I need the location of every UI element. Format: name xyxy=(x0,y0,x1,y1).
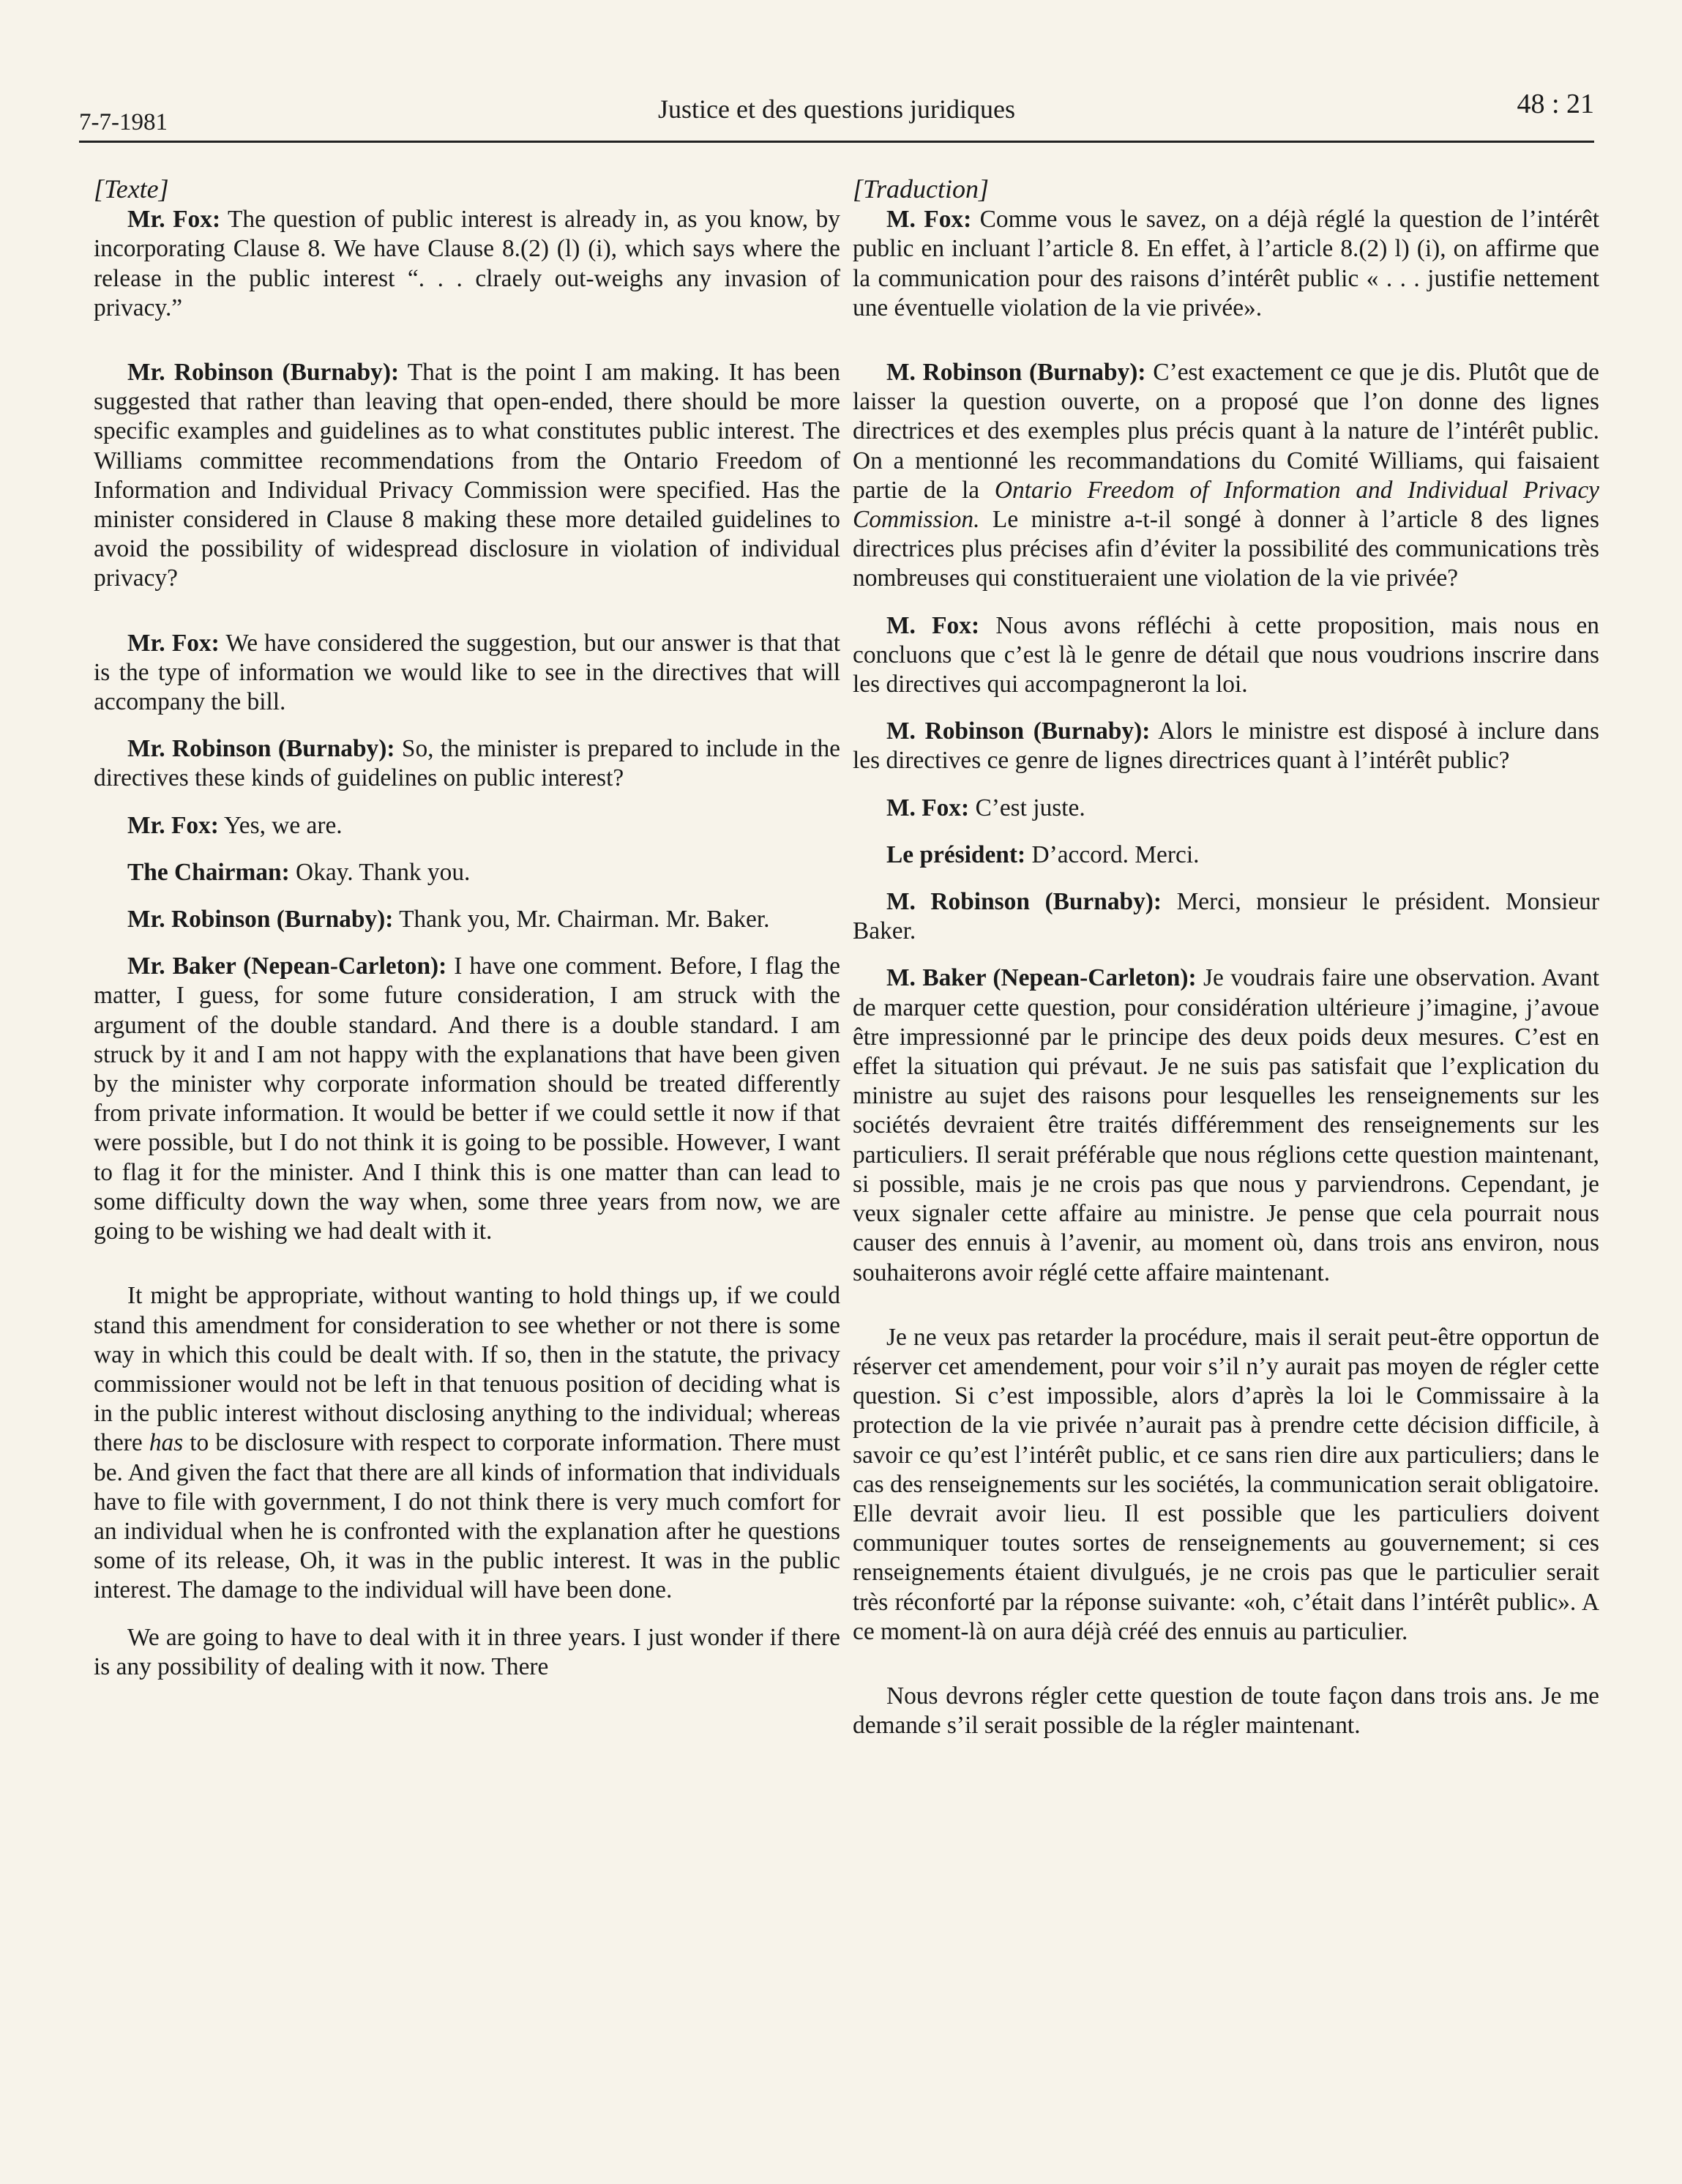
paragraph-robinson-3 xyxy=(94,905,840,934)
paragraph-text: The question of public interest is already in, as you know, by incorporating Clause 8. We have Clause 8.(2) (l) (i), which says where the release in the public interest “. . . clraely out-weighs any invasion of privacy.” xyxy=(94,206,840,321)
speaker-label: Mr. Baker (Nepean-Carleton): xyxy=(127,953,447,980)
paragraph-president xyxy=(853,841,1599,870)
paragraph-text: Alors le ministre est disposé à inclure dans les directives ce genre de lignes directrices quant à l’intérêt public? xyxy=(853,718,1599,775)
speaker-label: M. Baker (Nepean-Carleton): xyxy=(886,964,1197,992)
paragraph-text: So, the minister is prepared to include in the directives these kinds of guidelines on public interest? xyxy=(94,735,840,792)
paragraph-text: Je ne veux pas retarder la procédure, mais il serait peut-être opportun de réserver cet amendement, pour voir s’il n’y aurait pas moyen de régler cette question. Si c’est impossible, alors d’après la loi le Commissaire à la protection de la vie privée n’aurait pas à prendre cette décision difficile, à savoir ce qu’est l’intérêt public, et ce sans rien dire aux particuliers; dans le cas des renseignements sur les sociétés, la communication serait obligatoire. Elle devrait avoir lieu. Il est possible que les particuliers doivent communiquer toutes sortes de renseignements au gouvernement; si ces renseignements étaient divulgués, je ne crois pas que le particulier serait très réconforté par la réponse suivante: «oh, c’était dans l’intérêt public». A ce moment-là on aura déjà créé des ennuis au particulier. xyxy=(853,1323,1599,1645)
paragraph-text: That is the point I am making. It has been suggested that rather than leaving that open-ended, there should be more specific examples and guidelines as to what constitutes public interest. The Williams committee recommendations from the Ontario Freedom of Information and Individual Privacy Commission were specified. Has the minister considered in Clause 8 making these more detailed guidelines to avoid the possibility of widespread disclosure in violation of individual privacy? xyxy=(94,359,840,592)
speaker-label: Mr. Robinson (Burnaby): xyxy=(127,735,395,763)
paragraph-fox-1 xyxy=(853,205,1599,323)
speaker-label: Mr. Fox: xyxy=(127,206,221,234)
speaker-label: M. Fox: xyxy=(886,794,970,821)
header-date: 7-7-1981 xyxy=(79,109,168,135)
paragraph-text: It might be appropriate, without wanting to hold things up, if we could stand this amendment for consideration to see whether or not there is some way in which this could be dealt with. If so, then in the statute, the privacy commissioner would not be left in that tenuous position of deciding what is in the public interest without disclosing anything to the individual; whereas there xyxy=(94,1282,840,1457)
paragraph-text: Thank you, Mr. Chairman. Mr. Baker. xyxy=(393,906,770,933)
speaker-label: The Chairman: xyxy=(127,858,290,886)
paragraph-text: Yes, we are. xyxy=(218,811,343,839)
paragraph-text: Okay. Thank you. xyxy=(289,858,471,886)
paragraph-text: Nous devrons régler cette question de toute façon dans trois ans. Je me demande s’il serait possible de la régler maintenant. xyxy=(853,1682,1599,1740)
speaker-label: Mr. Fox: xyxy=(127,811,219,839)
speaker-label: Mr. Robinson (Burnaby): xyxy=(127,359,400,387)
speaker-label: M. Fox: xyxy=(886,206,972,234)
paragraph-baker-2 xyxy=(853,1323,1599,1647)
paragraph-fox-1 xyxy=(94,205,840,323)
paragraph-baker-1 xyxy=(94,952,840,1246)
paragraph-text: C’est exactement ce que je dis. Plutôt que de laisser la question ouverte, on a proposé que l’on donne des lignes directrices et des exemples plus précis quant à la nature de l’intérêt public. On a mentionné les recommandations du Comité Williams, qui faisaient partie de la xyxy=(853,359,1599,504)
speaker-label: M. Robinson (Burnaby): xyxy=(886,718,1151,745)
paragraph-text: Merci, monsieur le président. Monsieur Baker. xyxy=(853,888,1599,945)
column-tag-texte: [Texte] xyxy=(94,174,169,204)
paragraph-text: C’est juste. xyxy=(969,794,1085,821)
paragraph-robinson-3 xyxy=(853,887,1599,946)
paragraph-baker-3 xyxy=(94,1623,840,1682)
paragraph-robinson-1 xyxy=(853,358,1599,594)
paragraph-fox-2 xyxy=(853,611,1599,700)
paragraph-text: Le ministre a-t-il songé à donner à l’article 8 des lignes directrices plus précises afin d’éviter la possibilité des communications très nombreuses qui constitueraient une violation de la vie privée? xyxy=(853,506,1599,592)
speaker-label: Mr. Robinson (Burnaby): xyxy=(127,906,394,933)
english-column xyxy=(94,174,840,1682)
paragraph-fox-3 xyxy=(853,794,1599,823)
page-header xyxy=(79,82,1594,143)
paragraph-baker-1 xyxy=(853,964,1599,1287)
paragraph-text: We are going to have to deal with it in three years. I just wonder if there is any possibility of dealing with it now. There xyxy=(94,1623,840,1680)
paragraph-robinson-1 xyxy=(94,358,840,594)
paragraph-emphasis: Ontario Freedom of Information and Individual Privacy Commission. xyxy=(853,476,1599,534)
paragraph-robinson-2 xyxy=(853,717,1599,775)
header-page-number: 48 : 21 xyxy=(1517,89,1594,119)
paragraph-baker-2 xyxy=(94,1281,840,1605)
paragraph-baker-3 xyxy=(853,1682,1599,1740)
french-column xyxy=(853,174,1599,1740)
paragraph-text: I have one comment. Before, I flag the matter, I guess, for some future consideration, I am struck with the argument of the double standard. And there is a double standard. I am struck by it and I am not happy with the explanations that have been given by the minister why corporate information should be treated differently from private information. It would be better if we could settle it now if that were possible, but I do not think it is going to be possible. However, I want to flag it for the minister. And I think this is one matter than can lead to some difficulty down the way when, some three years from now, we are going to be wishing we had dealt with it. xyxy=(94,953,840,1245)
speaker-label: M. Robinson (Burnaby): xyxy=(886,888,1162,916)
paragraph-robinson-2 xyxy=(94,734,840,793)
speaker-label: Le président: xyxy=(886,841,1026,868)
speaker-label: M. Fox: xyxy=(886,611,980,639)
paragraph-text: Je voudrais faire une observation. Avant de marquer cette question, pour considération ultérieure j’imagine, j’avoue être impressionné par le principe des deux poids deux mesures. C’est en effet la situation qui prévaut. Je ne suis pas satisfait que l’explication du ministre au sujet des raisons pour lesquelles les renseignements sur les sociétés devraient être traités différemment des renseignements sur les particuliers. Il serait préférable que nous réglions cette question maintenant, si possible, mais je ne crois pas que nous y parviendrons. Cependant, je veux signaler cette affaire au ministre. Je pense que cela pourrait nous causer des ennuis à l’avenir, au moment où, dans trois ans environ, nous souhaiterons avoir réglé cette affaire maintenant. xyxy=(853,964,1599,1286)
paragraph-fox-2 xyxy=(94,629,840,718)
column-tag-traduction: [Traduction] xyxy=(853,174,990,204)
paragraph-fox-3 xyxy=(94,811,840,841)
speaker-label: M. Robinson (Burnaby): xyxy=(886,359,1146,387)
paragraph-text: to be disclosure with respect to corporate information. There must be. And given the fact that there are all kinds of information that individuals have to file with government, I do not think there is very much comfort for an individual when he is confronted with the explanation after he questions some of its release, Oh, it was in the public interest. It was in the public interest. The damage to the individual will have been done. xyxy=(94,1429,840,1604)
speaker-label: Mr. Fox: xyxy=(127,629,220,657)
paragraph-emphasis: has xyxy=(149,1429,184,1457)
paragraph-text: Comme vous le savez, on a déjà réglé la question de l’intérêt public en incluant l’article 8. En effet, à l’article 8.(2) l) (i), on affirme que la communication pour des raisons d’intérêt public « . . . justifie nettement une éventuelle violation de la vie privée». xyxy=(853,206,1599,321)
header-title: Justice et des questions juridiques xyxy=(658,94,1015,124)
paragraph-chairman xyxy=(94,858,840,887)
paragraph-text: We have considered the suggestion, but our answer is that that is the type of information we would like to see in the directives that will accompany the bill. xyxy=(94,629,840,716)
paragraph-text: Nous avons réfléchi à cette proposition, mais nous en concluons que c’est là le genre de détail que nous voudrions inscrire dans les directives qui accompagneront la loi. xyxy=(853,611,1599,698)
paragraph-text: D’accord. Merci. xyxy=(1025,841,1200,868)
